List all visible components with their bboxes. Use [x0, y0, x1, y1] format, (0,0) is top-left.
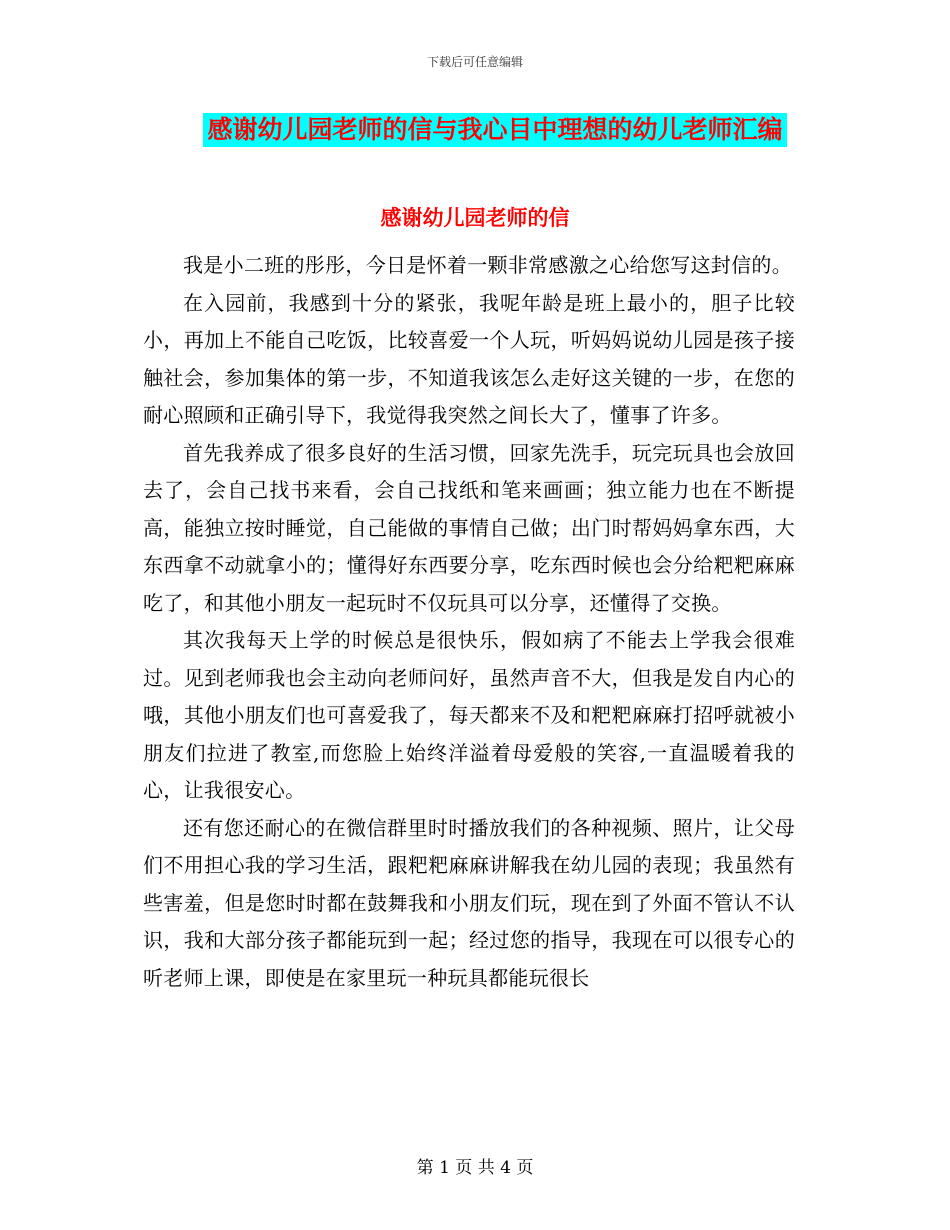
main-title-container [0, 113, 950, 147]
paragraph: 首先我养成了很多良好的生活习惯，回家先洗手，玩完玩具也会放回去了，会自己找书来看，会自己找纸和笔来画画；独立能力也在不断提高，能独立按时睡觉，自己能做的事情自己做；出门时帮妈妈拿东西，大东西拿不动就拿小的；懂得好东西要分享，吃东西时候也会分给粑粑麻麻吃了，和其他小朋友一起玩时不仅玩具可以分享，还懂得了交换。 [143, 440, 795, 615]
page-header-note: 下载后可任意编辑 [426, 55, 523, 69]
section-title: 感谢幼儿园老师的信 [380, 206, 570, 230]
document-main-title: 感谢幼儿园老师的信与我心目中理想的幼儿老师汇编 [203, 113, 786, 147]
page-number-footer: 第 1 页 共 4 页 [416, 1158, 534, 1178]
paragraph: 我是小二班的彤彤，今日是怀着一颗非常感激之心给您写这封信的。 [183, 253, 792, 277]
paragraph: 其次我每天上学的时候总是很快乐，假如病了不能去上学我会很难过。见到老师我也会主动向老师问好，虽然声音不大，但我是发自内心的哦，其他小朋友们也可喜爱我了，每天都来不及和粑粑麻麻打招呼就被小朋友们拉进了教室,而您脸上始终洋溢着母爱般的笑容,一直温暖着我的心，让我很安心。 [143, 628, 795, 802]
letter-body [143, 247, 795, 997]
paragraph: 还有您还耐心的在微信群里时时播放我们的各种视频、照片，让父母们不用担心我的学习生活，跟粑粑麻麻讲解我在幼儿园的表现；我虽然有些害羞，但是您时时都在鼓舞我和小朋友们玩，现在到了外面不管认不认识，我和大部分孩子都能玩到一起；经过您的指导，我现在可以很专心的听老师上课，即使是在家里玩一种玩具都能玩很长 [143, 815, 795, 990]
paragraph: 在入园前，我感到十分的紧张，我呢年龄是班上最小的，胆子比较小，再加上不能自己吃饭，比较喜爱一个人玩，听妈妈说幼儿园是孩子接触社会，参加集体的第一步，不知道我该怎么走好这关键的一步，在您的耐心照顾和正确引导下，我觉得我突然之间长大了，懂事了许多。 [143, 290, 795, 427]
